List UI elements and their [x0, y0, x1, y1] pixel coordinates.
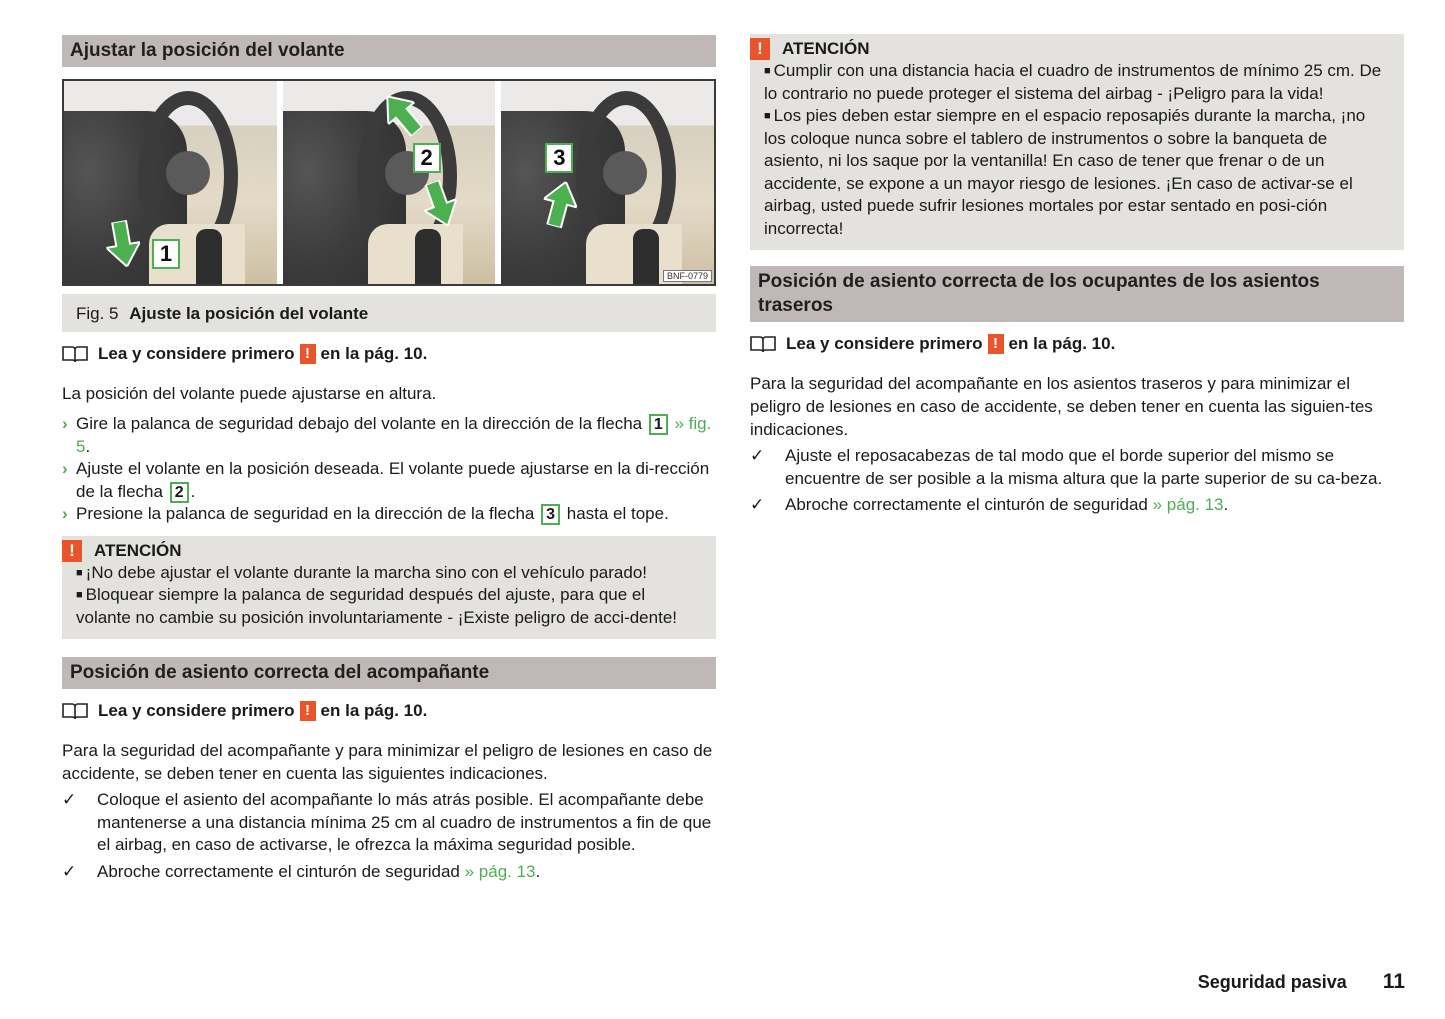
figure-panel-2	[283, 81, 496, 284]
checklist	[62, 789, 716, 883]
warning-item	[76, 562, 702, 585]
check-tail: .	[1223, 495, 1229, 514]
read-first-text: Lea y considere primero	[786, 334, 983, 353]
bullet-square-icon: ■	[764, 65, 771, 77]
figure-number: Fig. 5	[76, 304, 119, 323]
warning-icon: !	[62, 540, 82, 562]
checklist	[750, 445, 1404, 517]
read-first-text: Lea y considere primero	[98, 344, 295, 363]
bullet-square-icon: ■	[76, 566, 83, 579]
warning-title	[62, 540, 702, 562]
page-footer	[1198, 970, 1405, 994]
intro-text: Para la seguridad del acompañante en los asientos traseros y para minimizar el peligro de lesiones en caso de accidente, se deben tener en cuenta las siguien-tes indicaciones.	[750, 374, 1373, 439]
chapter-title: Seguridad pasiva	[1197, 972, 1347, 992]
chevron-right-icon: ›	[62, 414, 68, 433]
check-icon: ✓	[62, 790, 77, 809]
warning-icon: !	[300, 701, 316, 721]
warning-item	[76, 584, 702, 629]
bullet-square-icon: ■	[764, 110, 771, 122]
figure-title: Ajuste la posición del volante	[129, 304, 369, 323]
seatbelt-page-link[interactable]: » pág. 13	[464, 861, 536, 881]
arrow-number-3: 3	[541, 504, 560, 525]
step-tail: .	[85, 436, 91, 456]
read-first-text: Lea y considere primero	[98, 701, 295, 720]
check-tail: .	[535, 861, 541, 881]
figure-number-1: 1	[152, 239, 180, 269]
step-text: Presione la palanca de seguridad en la dirección de la flecha	[76, 504, 535, 523]
section-heading-passenger: Posición de asiento correcta del acompañante	[62, 657, 716, 689]
figure-number-2: 2	[413, 143, 441, 173]
step-tail: hasta el tope.	[562, 504, 669, 523]
warning-box-steering	[62, 536, 716, 640]
arrow-number-1: 1	[649, 414, 668, 435]
warning-box-airbag	[750, 34, 1404, 250]
warning-title	[750, 38, 1390, 60]
book-icon	[62, 702, 88, 720]
figure-number-3: 3	[545, 143, 573, 173]
section-heading-steering: Ajustar la posición del volante	[62, 35, 716, 67]
check-text: Abroche correctamente el cinturón de seguridad	[97, 861, 465, 881]
seatbelt-page-link[interactable]: » pág. 13	[1152, 495, 1224, 514]
check-item	[750, 445, 1404, 490]
arrow-number-2: 2	[170, 482, 189, 503]
steps-list	[62, 413, 716, 526]
book-icon	[62, 345, 88, 363]
figure-panel-1	[64, 81, 277, 284]
warning-item	[764, 60, 1390, 105]
page-number: 11	[1382, 970, 1405, 993]
warning-item-text: ¡No debe ajustar el volante durante la marcha sino con el vehículo parado!	[85, 562, 647, 582]
figure-code: BNF-0779	[663, 270, 712, 282]
warning-title-text: ATENCIÓN	[94, 540, 182, 560]
warning-title-text: ATENCIÓN	[782, 39, 870, 58]
check-item	[750, 494, 1404, 517]
read-first-note	[750, 332, 1404, 356]
warning-icon: !	[750, 38, 770, 60]
figure-panel-3	[501, 81, 714, 284]
section-heading-rear-seats: Posición de asiento correcta de los ocupantes de los asientos traseros	[750, 266, 1404, 322]
check-icon: ✓	[750, 446, 765, 465]
step-item	[62, 413, 716, 458]
step-item	[62, 458, 716, 503]
check-item	[62, 789, 716, 857]
warning-icon: !	[988, 334, 1004, 354]
warning-item-text: Cumplir con una distancia hacia el cuadro de instrumentos de mínimo 25 cm. De lo contrario no puede proteger el sistema del airbag - ¡Peligro para la vida!	[764, 61, 1382, 103]
intro-text: La posición del volante puede ajustarse en altura.	[62, 384, 437, 403]
step-text: Ajuste el volante en la posición deseada. El volante puede ajustarse en la di-rección de la flecha	[76, 459, 710, 501]
page-reference-link[interactable]: en la pág. 10.	[320, 701, 428, 720]
warning-item-text: Los pies deben estar siempre en el espacio reposapiés durante la marcha, ¡no los coloque nunca sobre el tablero de instrumentos o sobre la banqueta de asiento, ni los saque por la ventanilla! En caso de tener que frenar o de un accidente, se expone a un mayor riesgo de lesiones. ¡En caso de activar-se el airbag, usted puede sufrir lesiones mortales por estar sentado en posi-ción incorrecta!	[764, 106, 1366, 238]
warning-icon: !	[300, 344, 316, 364]
chevron-right-icon: ›	[62, 459, 68, 478]
left-column	[62, 0, 716, 887]
read-first-note	[62, 342, 716, 366]
right-column	[750, 0, 1404, 521]
page-reference-link[interactable]: en la pág. 10.	[1008, 334, 1116, 353]
intro-text: Para la seguridad del acompañante y para minimizar el peligro de lesiones en caso de accidente, se deben tener en cuenta las siguientes indicaciones.	[62, 741, 713, 783]
step-item	[62, 503, 716, 526]
book-icon	[750, 335, 776, 353]
check-icon: ✓	[62, 861, 77, 881]
check-icon: ✓	[750, 495, 765, 514]
step-text: Gire la palanca de seguridad debajo del volante en la dirección de la flecha	[76, 414, 643, 433]
step-tail: .	[190, 481, 196, 501]
check-text: Abroche correctamente el cinturón de seguridad	[785, 495, 1153, 514]
warning-item-text: Bloquear siempre la palanca de seguridad después del ajuste, para que el volante no cambie su posición involuntariamente - ¡Existe peligro de acci-dente!	[76, 585, 677, 627]
read-first-note	[62, 699, 716, 723]
figure-caption	[62, 294, 716, 332]
check-item	[62, 861, 716, 884]
page-reference-link[interactable]: en la pág. 10.	[320, 344, 428, 363]
warning-item	[764, 105, 1390, 240]
bullet-square-icon: ■	[76, 589, 83, 601]
check-text: Ajuste el reposacabezas de tal modo que el borde superior del mismo se encuentre de ser posible a la misma altura que la parte superior de su ca-beza.	[785, 446, 1383, 488]
figure-steering-adjust	[62, 79, 716, 286]
figure-link[interactable]: » fig. 5	[76, 414, 712, 456]
check-text: Coloque el asiento del acompañante lo más atrás posible. El acompañante debe mantenerse a una distancia mínima 25 cm al cuadro de instrumentos a fin de que el airbag, en caso de activarse, le ofrezca la máxima seguridad posible.	[97, 790, 712, 854]
chevron-right-icon: ›	[62, 504, 68, 523]
